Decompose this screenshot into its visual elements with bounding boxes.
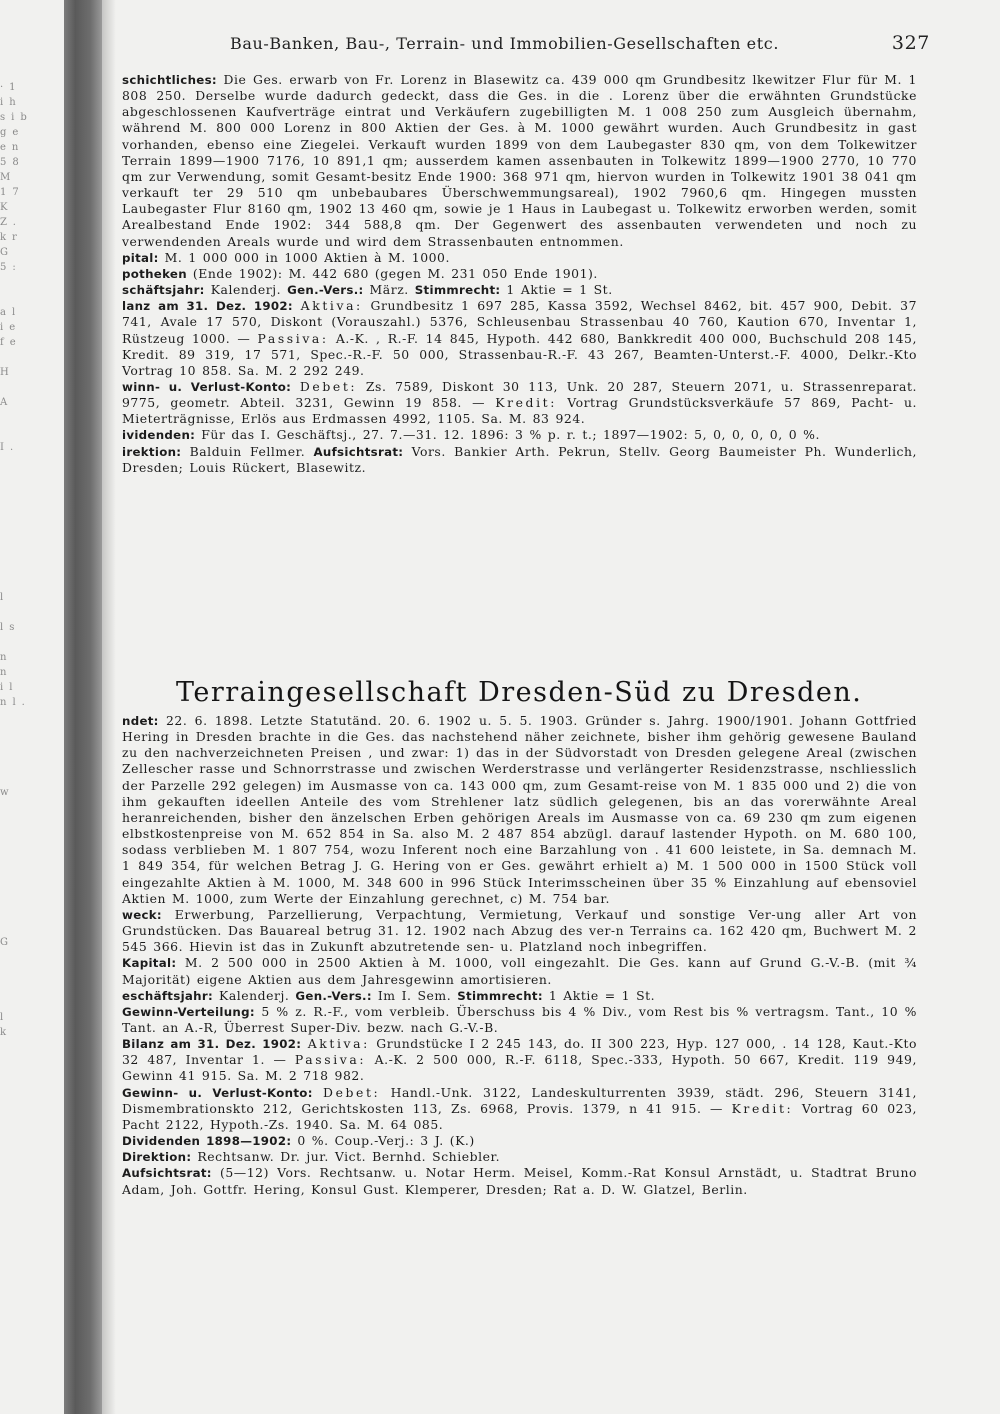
fiscal-year-line: schäftsjahr: Kalenderj. Gen.-Vers.: März. Stimmrecht: 1 Aktie = 1 St.: [122, 282, 613, 298]
dividends-line: ividenden: Für das I. Geschäftsj., 27. 7.—31. 12. 1896: 3 % p. r. t.; 1897—1902: 5, 0, 0, 0, 0, 0 %.: [122, 427, 820, 443]
company-entry-2: [122, 713, 917, 1198]
fiscal-year-line: eschäftsjahr: Kalenderj. Gen.-Vers.: Im I. Sem. Stimmrecht: 1 Aktie = 1 St.: [122, 987, 656, 1003]
binding-gutter: [64, 0, 102, 1414]
capital-paragraph: Kapital: M. 2 500 000 in 2500 Aktien à M. 1000, voll eingezahlt. Die Ges. kann auf Grund G.-V.-B. (mit ¾ Majorität) eigene Aktien aus dem Jahresgewinn amortisieren.: [122, 955, 917, 987]
balance-sheet-paragraph: Bilanz am 31. Dez. 1902: Aktiva: Grundstücke I 2 245 143, do. II 300 223, Hyp. 127 000, . 14 128, Kaut.-Kto 32 487, Inventar 1. — Passiva: A.-K. 2 500 000, R.-F. 6118, Spec.-333, Hypoth. 50 667, Kredit. 119 949, Gewinn 41 915. Sa. M. 2 718 982.: [122, 1036, 917, 1084]
running-title: Bau-Banken, Bau-, Terrain- und Immobilien-Gesellschaften etc.: [230, 34, 780, 53]
supervisory-board-paragraph: Aufsichtsrat: (5—12) Vors. Rechtsanw. u. Notar Herm. Meisel, Komm.-Rat Konsul Arnstädt, u. Stadtrat Bruno Adam, Joh. Gottfr. Hering, Konsul Gust. Klemperer, Dresden; Rat a. D. W. Glatzel, Berlin.: [122, 1165, 917, 1197]
purpose-paragraph: weck: Erwerbung, Parzellierung, Verpachtung, Vermietung, Verkauf und sonstige Ver-ung aller Art von Grundstücken. Das Bauareal betrug 31. 12. 1902 nach Abzug des ver-n Terrains ca. 162 420 qm, Buchwert M. 2 545 366. Hievin ist das in Zukunft abzutretende sen- u. Platzland noch inbegriffen.: [122, 906, 917, 955]
company-entry-1: [122, 72, 917, 476]
profit-loss-paragraph: Gewinn- u. Verlust-Konto: Debet: Handl.-Unk. 3122, Landeskulturrenten 3939, städt. 296, Steuern 3141, Dismembrationskto 212, Gerichtskosten 113, Zs. 6968, Provis. 1379, n 41 915. — Kredit: Vortrag 60 023, Pacht 2122, Hypoth.-Zs. 1940. Sa. M. 64 085.: [122, 1084, 917, 1132]
management-line: Direktion: Rechtsanw. Dr. jur. Vict. Bernhd. Schiebler.: [122, 1149, 501, 1165]
history-paragraph: schichtliches: Die Ges. erwarb von Fr. Lorenz in Blasewitz ca. 439 000 qm Grundbesitz lkewitzer Flur für M. 1 808 250. Derselbe wurde dadurch gedeckt, dass die Ges. in die . Lorenz über die erwähnten Grundstücke abgeschlossenen Kaufverträge eintrat und Verkäufern zugebilligten M. 1 008 250 zum Ausgleich übernahm, während M. 800 000 Lorenz in 800 Aktien der Ges. à M. 1000 gewährt wurden. Auch Grundbesitz in gast vorhanden, ebenso eine Ziegelei. Verkauft wurden 1899 von dem Laubegaster 830 qm, von dem Tolkewitzer Terrain 1899—1900 7176, 10 891,1 qm; ausserdem kamen assenbauten in Tolkewitz 1899—1900 2770, 10 770 qm zur Verwendung, somit Gesamt-besitz Ende 1900: 368 971 qm, hiervon wurden in Tolkewitz 1901 38 041 qm verkauft ter 29 510 qm unbebaubares Überschwemmungsareal), 1902 7960,6 qm. Hingegen mussten Laubegaster Flur 8160 qm, 1902 13 460 qm, sowie je 1 Haus in Laubegast u. Tolkewitz erworben werden, somit Arealbestand Ende 1902: 344 588,8 qm. Der Gegenwert des assenbauten verwendeten und noch zu verwendenden Areals wurde und wird dem Strassenbauten entnommen.: [122, 72, 917, 249]
management-paragraph: irektion: Balduin Fellmer. Aufsichtsrat: Vors. Bankier Arth. Pekrun, Stellv. Georg Baumeister Ph. Wunderlich, Dresden; Louis Rückert, Blasewitz.: [122, 443, 917, 475]
page-header: [230, 34, 930, 58]
mortgage-line: potheken (Ende 1902): M. 442 680 (gegen M. 231 050 Ende 1901).: [122, 265, 598, 281]
balance-sheet-paragraph: lanz am 31. Dez. 1902: Aktiva: Grundbesitz 1 697 285, Kassa 3592, Wechsel 8462, bit. 457 900, Debit. 37 741, Avale 17 570, Diskont (Vorauszahl.) 5376, Schleusenbau Strassenbau 40 760, Kaution 670, Inventar 1, Rüstzeug 1000. — Passiva: A.-K. , R.-F. 14 845, Hypoth. 442 680, Bankkredit 400 000, Buchschuld 208 145, Kredit. 89 319, 17 571, Spec.-R.-F. 50 000, Strassenbau-R.-F. 43 267, Beamten-Unterst.-F. 4000, Delkr.-Kto Vortrag 10 858. Sa. M. 2 292 249.: [122, 298, 918, 378]
dividends-line: Dividenden 1898—1902: 0 %. Coup.-Verj.: 3 J. (K.): [122, 1133, 475, 1149]
company-2-title: Terraingesellschaft Dresden-Süd zu Dresden.: [176, 677, 863, 708]
profit-distribution-paragraph: Gewinn-Verteilung: 5 % z. R.-F., vom verbleib. Überschuss bis 4 % Div., vom Rest bis % vertragsm. Tant., 10 % Tant. an A.-R, Überrest Super-Div. bezw. nach G.-V.-B.: [122, 1003, 917, 1035]
previous-page-bleed: ·1 ih sib ge en 58 M 17 K Z. kr G 5: al ie fe H A I. l ls n n il nl. w G l k: [0, 82, 33, 1038]
profit-loss-paragraph: winn- u. Verlust-Konto: Debet: Zs. 7589, Diskont 30 113, Unk. 20 287, Steuern 2071, u. Strassenreparat. 9775, geometr. Abteil. 3231, Gewinn 19 858. — Kredit: Vortrag Grundstücksverkäufe 57 869, Pacht- u. Mieterträgnisse, Erlös aus Erdmassen 4992, 1105. Sa. M. 83 924.: [122, 378, 917, 427]
capital-line: pital: M. 1 000 000 in 1000 Aktien à M. 1000.: [122, 249, 450, 265]
page-number: 327: [891, 32, 930, 54]
binding-shadow: [102, 0, 116, 1414]
founding-paragraph: ndet: 22. 6. 1898. Letzte Statutänd. 20. 6. 1902 u. 5. 5. 1903. Gründer s. Jahrg. 1900/1901. Johann Gottfried Hering in Dresden brachte in die Ges. das nachstehend näher zeichnete, bisher ihm gehörig gewesene Bauland zu den nachverzeichneten Preisen , und zwar: 1) das in der Südvorstadt von Dresden gelegene Areal (zwischen Zellescher rasse und Schnorrstrasse und zwischen Werderstrasse und verlängerter Residenzstrasse, nschliesslich der Parzelle 292 gelegen) im Ausmasse von ca. 143 000 qm, zum Gesamt-reise von M. 1 835 000 und 2) die von ihm gekauften ideellen Anteile des vom Strehlener latz südlich gelegenen, bis an das vorerwähnte Areal heranreichenden, bisher den änzelschen Erben gehörigen Areals im Ausmasse von ca. 69 230 qm zum eigenen elbstkostenpreise von M. 652 854 in Sa. also M. 2 487 854 abzügl. darauf lastender Hypoth. on M. 680 100, sodass verblieben M. 1 807 754, wozu Inferent noch eine Barzahlung von . 41 600 leistete, in Sa. demnach M. 1 849 354, für welchen Betrag J. G. Hering von er Ges. gewährt erhielt a) M. 1 500 000 in 1500 Stück voll eingezahlte Aktien à M. 1000, M. 348 600 in 996 Stück Interimsscheinen über 35 % Einzahlung auf ebensoviel Aktien M. 1000, zum Werte der Einzahlung gerechnet, c) M. 754 bar.: [122, 713, 917, 906]
